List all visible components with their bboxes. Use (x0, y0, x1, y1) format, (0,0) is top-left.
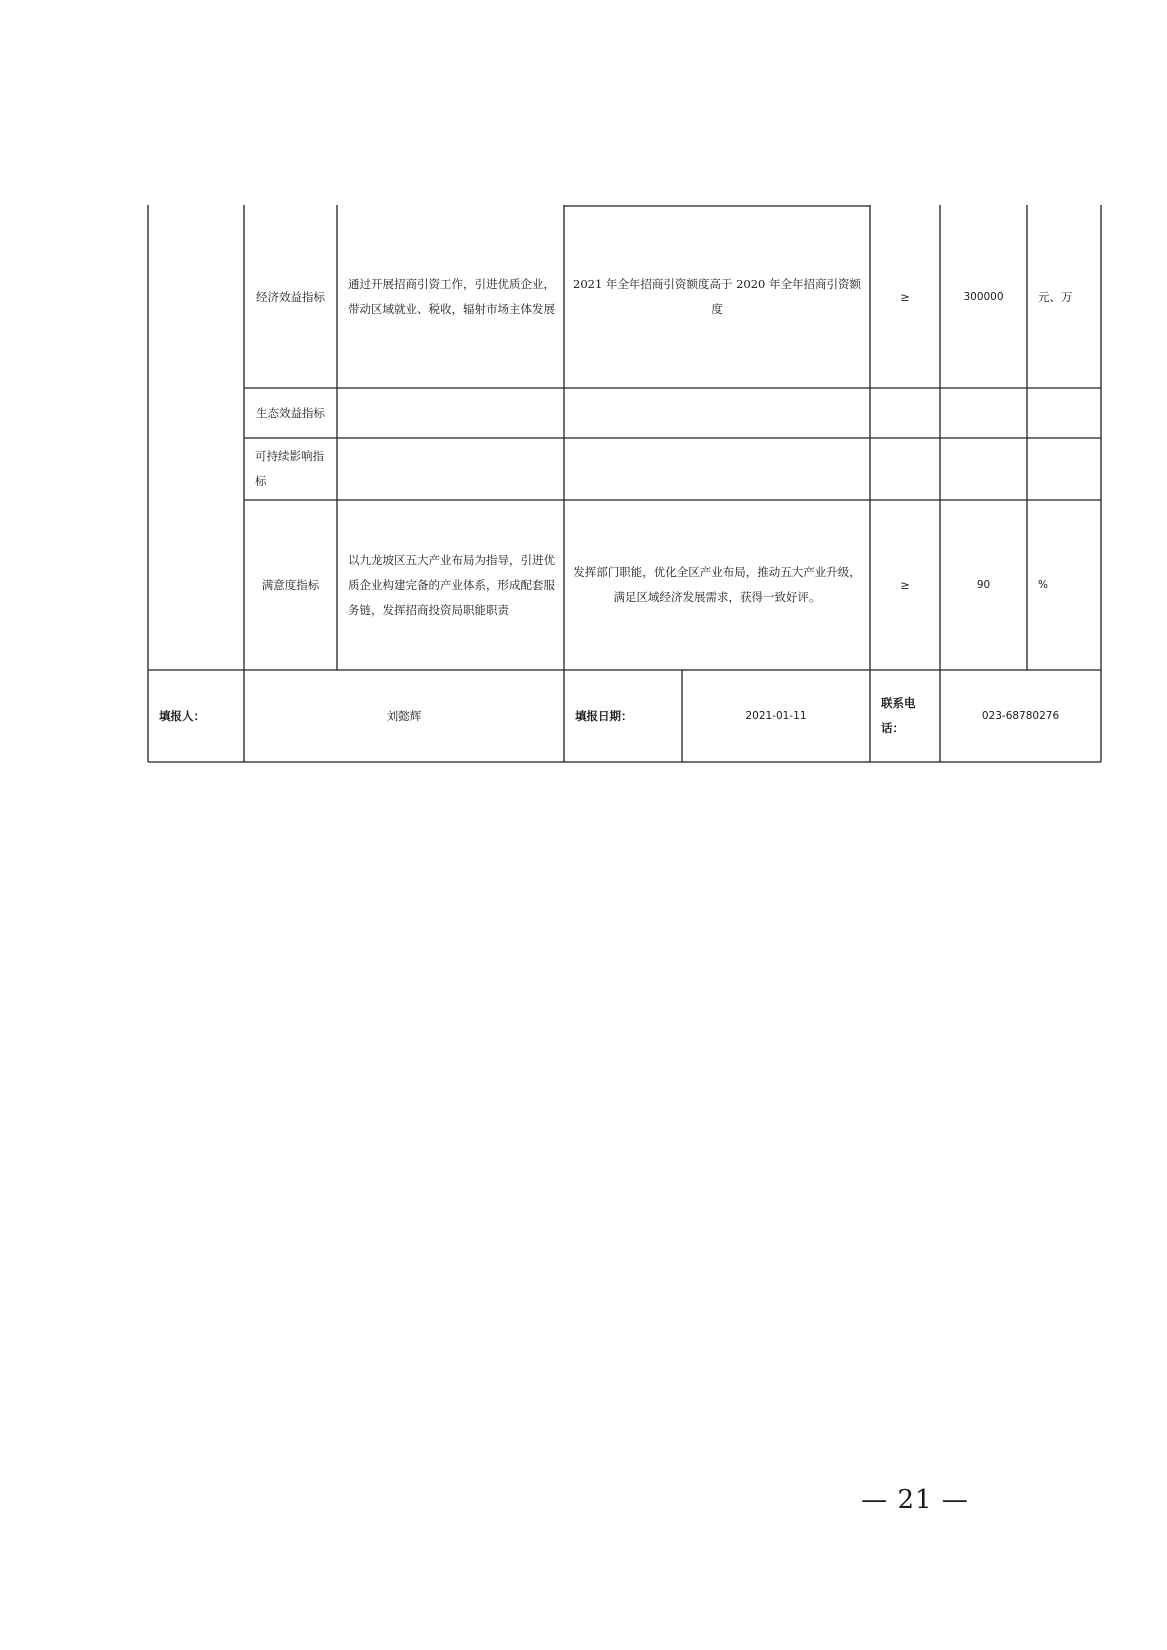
row-4-standard: 发挥部门职能，优化全区产业布局，推动五大产业升级， 满足区域经济发展需求，获得一致好评。 (573, 565, 861, 604)
filler-label: 填报人： (159, 708, 205, 723)
row-1-value: 300000 (963, 290, 1004, 303)
row-4-operator: ≥ (900, 577, 910, 592)
row-3-indicator: 可持续影响指 标 (255, 449, 324, 488)
row-3-content (337, 438, 564, 500)
row-2-standard (564, 388, 870, 438)
page-number: — 21 — (861, 1485, 969, 1515)
row-1-content: 通过开展招商引资工作，引进优质企业， 带动区域就业、税收，辐射市场主体发展 (348, 277, 555, 316)
filler-value: 刘懿辉 (386, 708, 422, 723)
date-value: 2021-01-11 (745, 709, 807, 722)
date-label: 填报日期： (575, 708, 633, 723)
row-2-value (940, 388, 1027, 438)
row-3-standard (564, 438, 870, 500)
row-2-operator (870, 388, 940, 438)
row-4-indicator: 满意度指标 (261, 577, 320, 592)
row-1-standard: 2021 年全年招商引资额度高于 2020 年全年招商引资额 度 (573, 277, 861, 316)
phone-label: 联系电 话： (881, 696, 916, 735)
row-1-operator: ≥ (900, 289, 910, 304)
row-1-unit: 元、万 (1038, 289, 1073, 304)
row-1-indicator: 经济效益指标 (256, 289, 325, 304)
row-4-value: 90 (976, 578, 991, 591)
row-2-unit (1027, 388, 1101, 438)
row-2-indicator: 生态效益指标 (256, 405, 325, 420)
row-4-content: 以九龙坡区五大产业布局为指导，引进优 质企业构建完备的产业体系，形成配套服 务链，发挥招商投资局职能职责 (348, 552, 555, 617)
row-3-value (940, 438, 1027, 500)
row-4-unit: % (1038, 578, 1048, 591)
row-2-content (337, 388, 564, 438)
row-3-operator (870, 438, 940, 500)
phone-value: 023-68780276 (981, 709, 1060, 722)
row-3-unit (1027, 438, 1101, 500)
